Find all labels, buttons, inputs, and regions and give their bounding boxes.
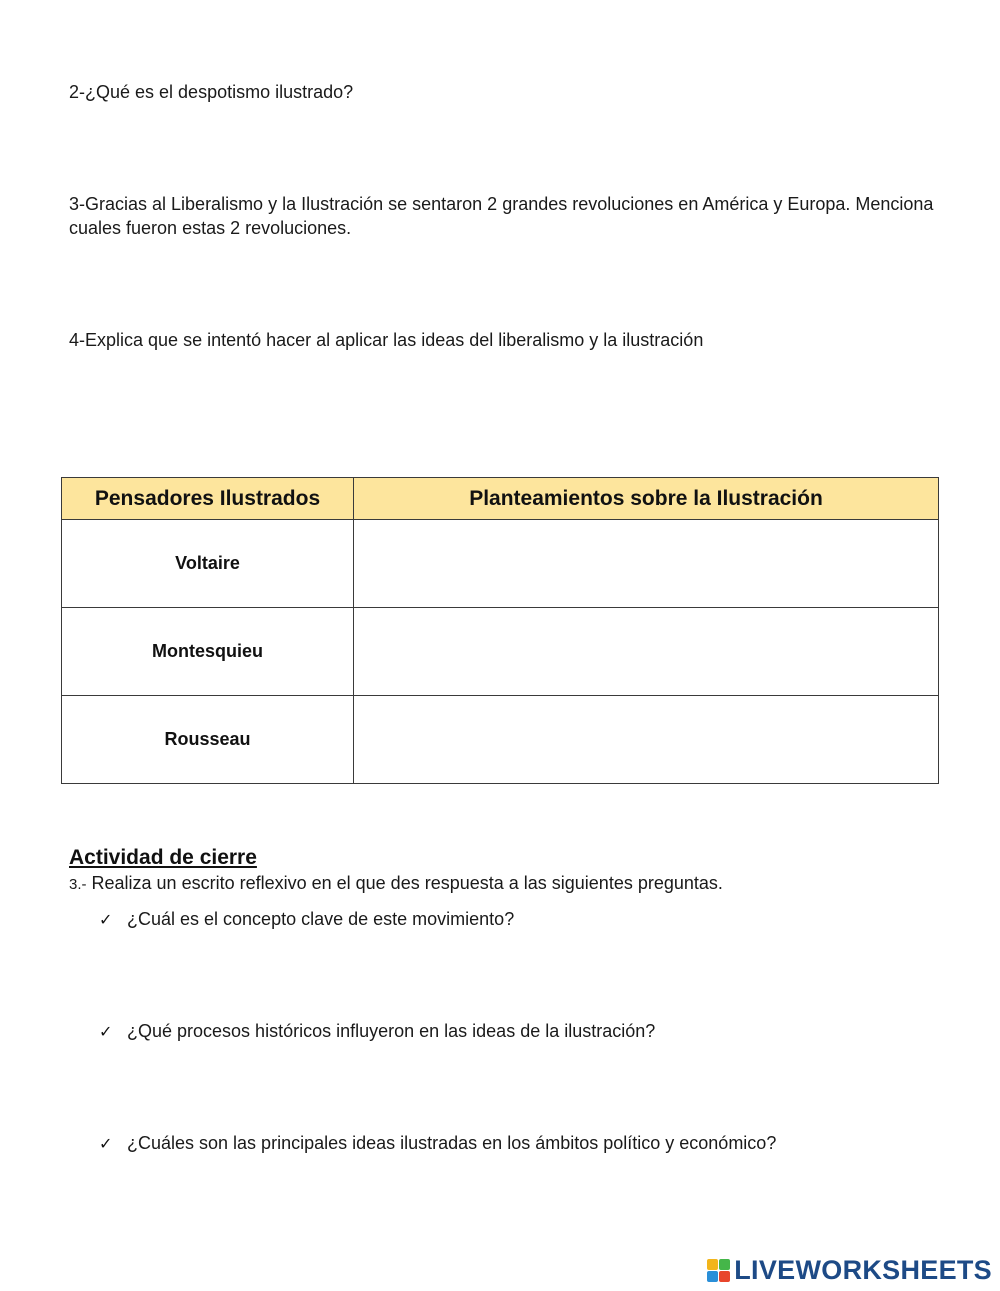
thinker-name: Montesquieu bbox=[62, 608, 354, 696]
check-item-text: ¿Cuál es el concepto clave de este movimiento? bbox=[127, 909, 515, 929]
checkmark-icon: ✓ bbox=[99, 1023, 113, 1041]
thinkers-table bbox=[61, 477, 939, 784]
brand-name: LIVEWORKSHEETS bbox=[734, 1255, 992, 1285]
question-4: 4-Explica que se intentó hacer al aplicar las ideas del liberalismo y la ilustración bbox=[69, 330, 704, 350]
check-item-text: ¿Cuáles son las principales ideas ilustradas en los ámbitos político y económico? bbox=[127, 1133, 777, 1153]
table-row bbox=[62, 696, 939, 784]
answer-cell[interactable] bbox=[354, 696, 939, 784]
check-list-item bbox=[99, 1133, 776, 1154]
check-item-text: ¿Qué procesos históricos influyeron en las ideas de la ilustración? bbox=[127, 1021, 656, 1041]
check-list-item bbox=[99, 909, 514, 930]
question-3: 3-Gracias al Liberalismo y la Ilustración se sentaron 2 grandes revoluciones en América y Europa. Menciona cuales fueron estas 2 revoluciones. bbox=[69, 194, 934, 238]
answer-cell[interactable] bbox=[354, 520, 939, 608]
answer-cell[interactable] bbox=[354, 608, 939, 696]
logo-blocks-icon bbox=[707, 1259, 730, 1282]
thinker-name: Voltaire bbox=[62, 520, 354, 608]
instruction-text: Realiza un escrito reflexivo en el que des respuesta a las siguientes preguntas. bbox=[86, 873, 723, 893]
thinker-name: Rousseau bbox=[62, 696, 354, 784]
header-thinkers: Pensadores Ilustrados bbox=[62, 478, 354, 520]
question-2: 2-¿Qué es el despotismo ilustrado? bbox=[69, 82, 354, 102]
instruction-number: 3.- bbox=[69, 876, 87, 893]
header-approaches: Planteamientos sobre la Ilustración bbox=[354, 478, 939, 520]
closing-activity-title: Actividad de cierre bbox=[69, 846, 257, 869]
table-row bbox=[62, 608, 939, 696]
liveworksheets-logo bbox=[707, 1255, 992, 1286]
closing-instruction bbox=[69, 873, 723, 894]
table-row bbox=[62, 520, 939, 608]
check-list-item bbox=[99, 1021, 655, 1042]
checkmark-icon: ✓ bbox=[99, 911, 113, 929]
table-header-row bbox=[62, 478, 939, 520]
checkmark-icon: ✓ bbox=[99, 1135, 113, 1153]
